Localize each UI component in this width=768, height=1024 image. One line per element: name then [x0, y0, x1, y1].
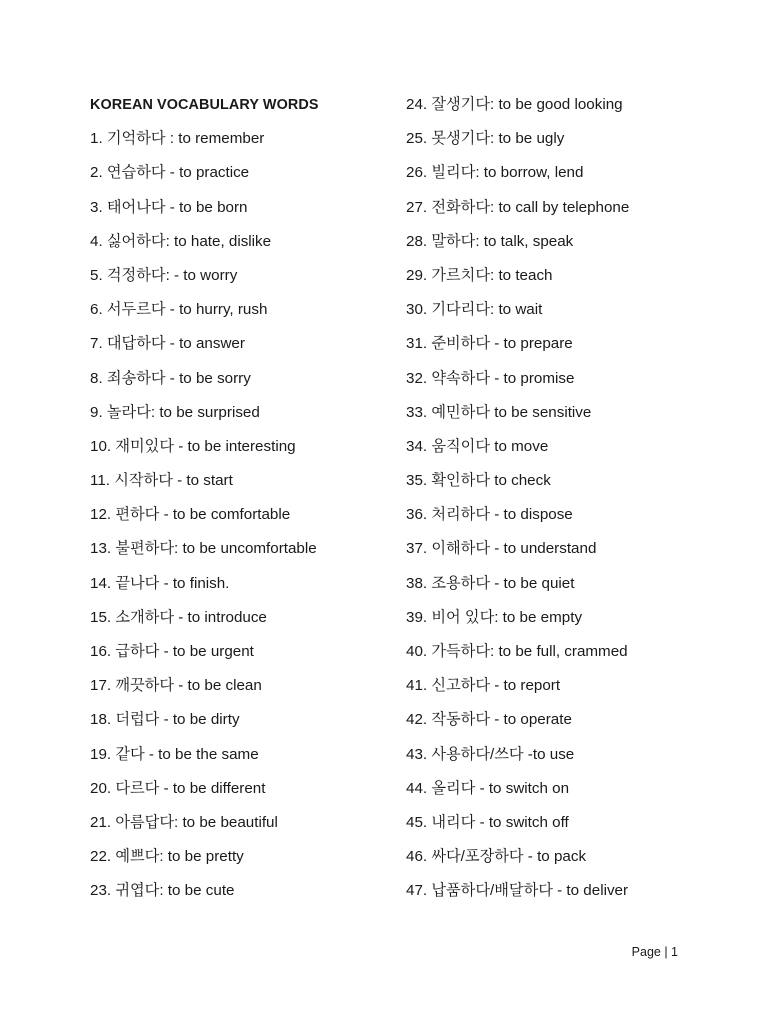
vocab-item: 14. 끝나다 - to finish. — [90, 574, 230, 592]
document-title: KOREAN VOCABULARY WORDS — [90, 97, 319, 113]
vocab-item: 16. 급하다 - to be urgent — [90, 643, 254, 660]
vocab-item: 15. 소개하다 - to introduce — [90, 608, 267, 626]
vocab-item: 1. 기억하다 : to remember — [90, 130, 265, 148]
vocab-item: 20. 다르다 - to be different — [90, 779, 266, 797]
vocab-item: 7. 대답하다 - to answer — [90, 335, 245, 353]
vocab-item: 21. 아름답다: to be beautiful — [90, 813, 278, 831]
vocab-item: 34. 움직이다 to move — [406, 437, 549, 455]
vocab-item: 32. 약속하다 - to promise — [406, 369, 575, 387]
vocab-item: 22. 예쁘다: to be pretty — [90, 848, 244, 866]
vocab-item: 33. 예민하다 to be sensitive — [406, 403, 592, 421]
vocab-item: 11. 시작하다 - to start — [90, 472, 233, 490]
vocab-item: 18. 더럽다 - to be dirty — [90, 711, 240, 729]
vocab-item: 4. 싫어하다: to hate, dislike — [90, 232, 272, 250]
vocab-item: 43. 사용하다/쓰다 -to use — [406, 745, 575, 763]
vocab-item: 24. 잘생기다: to be good looking — [406, 96, 623, 113]
vocab-item: 8. 죄송하다 - to be sorry — [90, 369, 251, 387]
vocab-item: 25. 못생기다: to be ugly — [406, 130, 565, 148]
vocab-item: 12. 편하다 - to be comfortable — [90, 506, 291, 524]
vocab-item: 47. 납품하다/배달하다 - to deliver — [406, 882, 629, 900]
vocab-item: 5. 걱정하다: - to worry — [90, 266, 238, 284]
vocab-item: 44. 올리다 - to switch on — [406, 779, 570, 797]
vocab-item: 46. 싸다/포장하다 - to pack — [406, 848, 587, 866]
page-number: Page | 1 — [631, 945, 678, 959]
vocab-item: 27. 전화하다: to call by telephone — [406, 198, 630, 216]
vocab-item: 28. 말하다: to talk, speak — [406, 232, 574, 250]
vocab-item: 13. 불편하다: to be uncomfortable — [90, 540, 317, 558]
vocab-item: 30. 기다리다: to wait — [406, 301, 543, 319]
vocab-item: 29. 가르치다: to teach — [406, 266, 553, 284]
vocab-item: 37. 이해하다 - to understand — [406, 540, 597, 558]
vocab-item: 40. 가득하다: to be full, crammed — [406, 643, 628, 660]
left-column — [90, 88, 390, 909]
right-column — [406, 88, 746, 909]
vocab-item: 10. 재미있다 - to be interesting — [90, 437, 296, 455]
vocab-item: 39. 비어 있다: to be empty — [406, 608, 583, 626]
vocab-item: 23. 귀엽다: to be cute — [90, 882, 235, 900]
vocab-item: 6. 서두르다 - to hurry, rush — [90, 301, 268, 319]
vocab-item: 38. 조용하다 - to be quiet — [406, 574, 575, 592]
vocab-item: 26. 빌리다: to borrow, lend — [406, 164, 584, 182]
vocab-item: 3. 태어나다 - to be born — [90, 198, 248, 216]
vocab-item: 45. 내리다 - to switch off — [406, 813, 569, 831]
vocab-item: 36. 처리하다 - to dispose — [406, 506, 573, 524]
vocab-item: 19. 같다 - to be the same — [90, 745, 259, 763]
vocab-item: 42. 작동하다 - to operate — [406, 711, 572, 729]
vocab-item: 31. 준비하다 - to prepare — [406, 335, 573, 353]
vocab-item: 35. 확인하다 to check — [406, 472, 551, 490]
vocab-item: 41. 신고하다 - to report — [406, 677, 561, 695]
vocab-item: 2. 연습하다 - to practice — [90, 164, 250, 182]
vocab-item: 17. 깨끗하다 - to be clean — [90, 677, 262, 695]
vocab-item: 9. 놀라다: to be surprised — [90, 403, 260, 421]
